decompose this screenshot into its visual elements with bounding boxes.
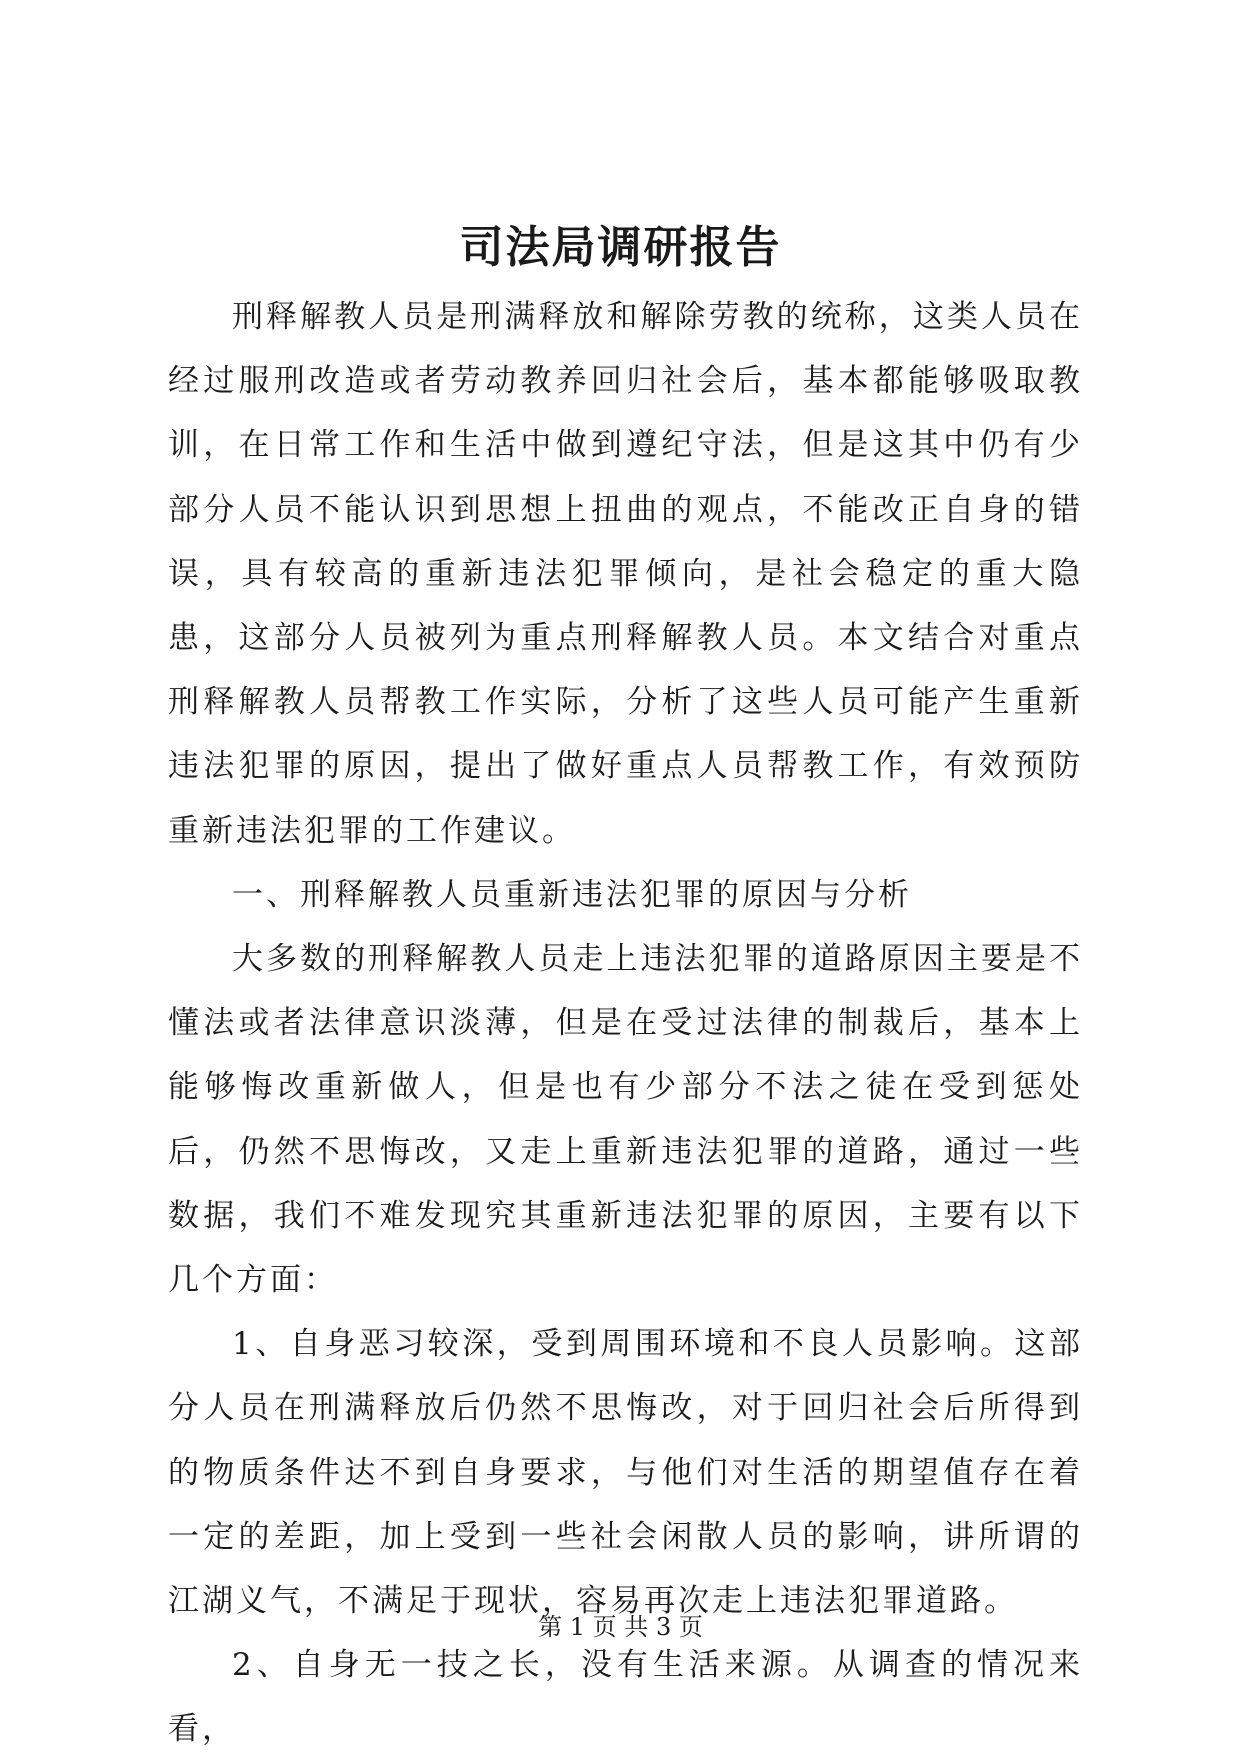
document-body bbox=[168, 285, 1083, 1762]
document-title: 司法局调研报告 bbox=[459, 222, 782, 273]
paragraph-reason-1: 1、自身恶习较深，受到周围环境和不良人员影响。这部分人员在刑满释放后仍然不思悔改，对于回归社会后所得到的物质条件达不到自身要求，与他们对生活的期望值存在着一定的差距，加上受到一些社会闲散人员的影响，讲所谓的江湖义气，不满足于现状，容易再次走上违法犯罪道路。 bbox=[168, 1326, 1083, 1620]
paragraph-overview: 大多数的刑释解教人员走上违法犯罪的道路原因主要是不懂法或者法律意识淡薄，但是在受过法律的制裁后，基本上能够悔改重新做人，但是也有少部分不法之徒在受到惩处后，仍然不思悔改，又走上重新违法犯罪的道路，通过一些数据，我们不难发现究其重新违法犯罪的原因，主要有以下几个方面： bbox=[168, 941, 1083, 1299]
paragraph-intro: 刑释解教人员是刑满释放和解除劳教的统称，这类人员在经过服刑改造或者劳动教养回归社会后，基本都能够吸取教训，在日常工作和生活中做到遵纪守法，但是这其中仍有少部分人员不能认识到思想上扭曲的观点，不能改正自身的错误，具有较高的重新违法犯罪倾向，是社会稳定的重大隐患，这部分人员被列为重点刑释解教人员。本文结合对重点刑释解教人员帮教工作实际，分析了这些人员可能产生重新违法犯罪的原因，提出了做好重点人员帮教工作，有效预防重新违法犯罪的工作建议。 bbox=[168, 299, 1083, 849]
page-footer: 第 1 页 共 3 页 bbox=[538, 1613, 703, 1641]
section-heading: 一、刑释解教人员重新违法犯罪的原因与分析 bbox=[232, 876, 912, 913]
paragraph-reason-2: 2、自身无一技之长，没有生活来源。从调查的情况来看， bbox=[168, 1647, 1083, 1748]
